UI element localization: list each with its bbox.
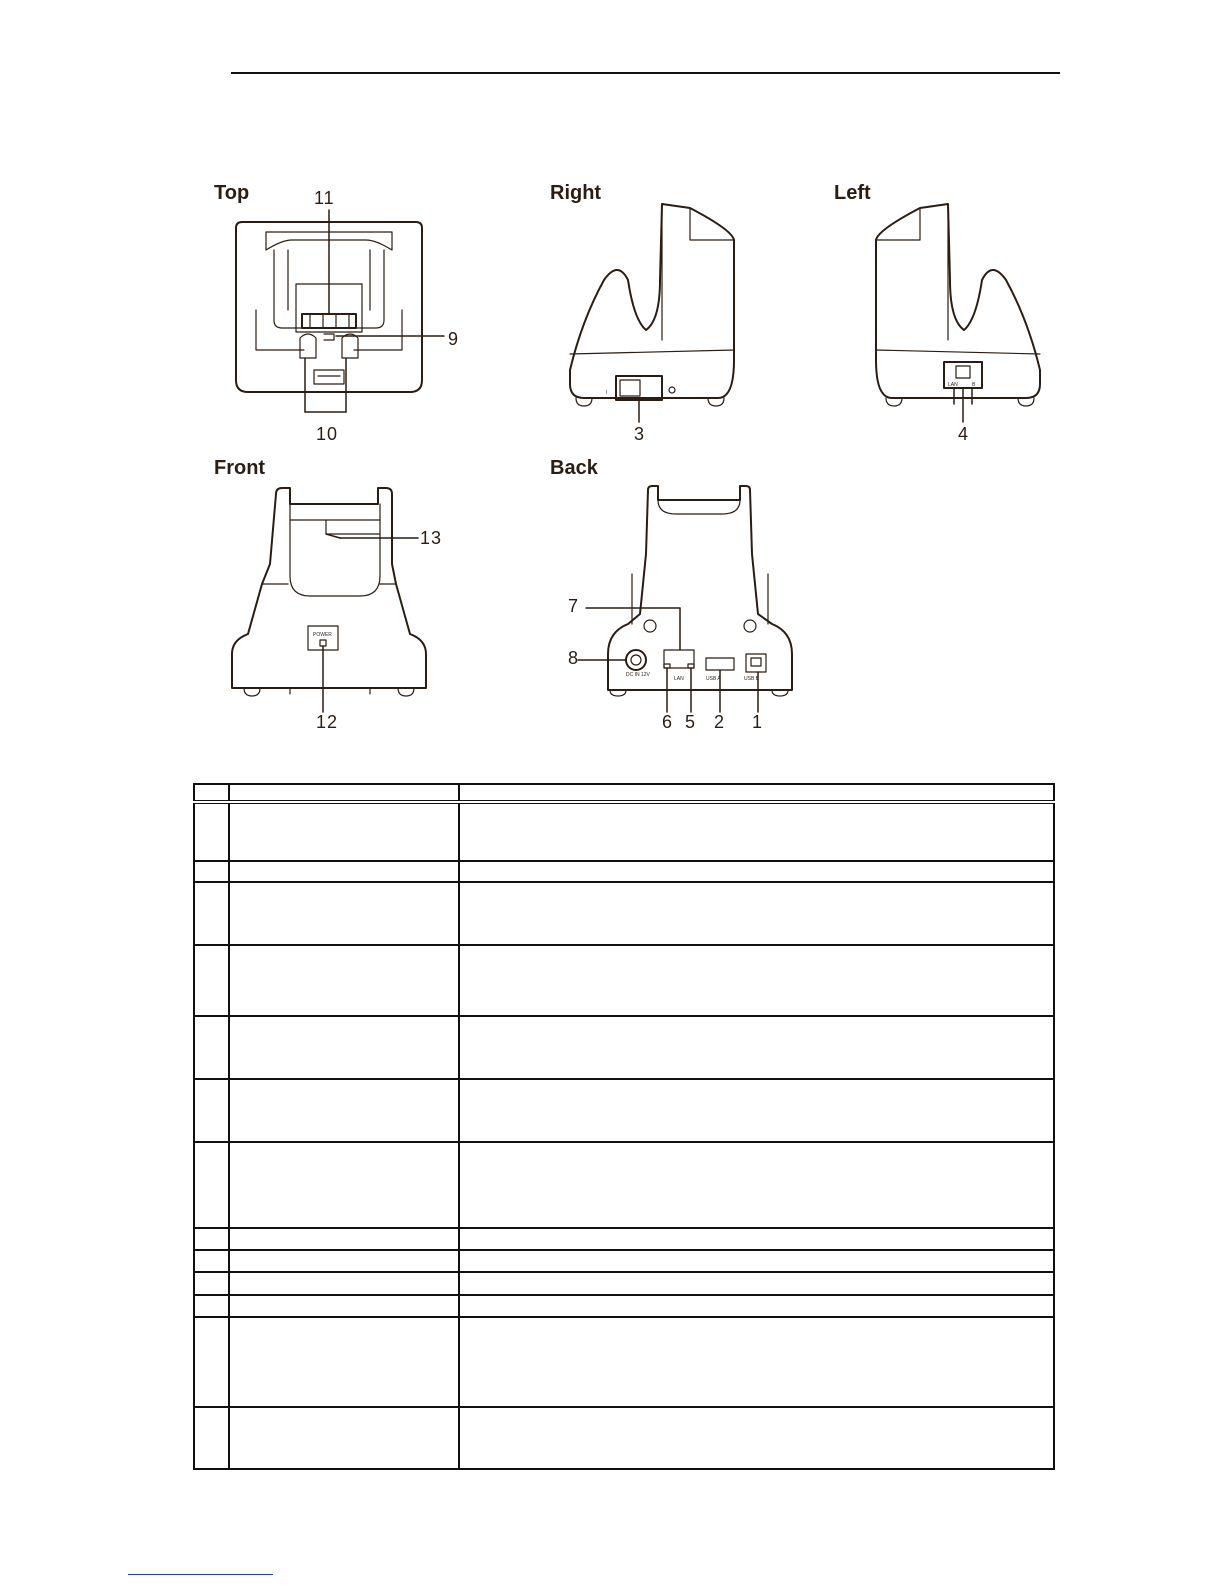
svg-text:I: I (606, 390, 608, 396)
svg-text:USB B: USB B (744, 676, 760, 682)
table-header-row (194, 784, 1054, 802)
table-row (194, 802, 1054, 861)
table-row (194, 1079, 1054, 1142)
svg-text:DC IN 12V: DC IN 12V (626, 672, 650, 678)
view-label-top: Top (214, 182, 250, 204)
cradle-left-view (868, 200, 1058, 422)
table-row (194, 1016, 1054, 1079)
callout-8: 8 (568, 648, 580, 668)
parts-table (193, 783, 1055, 1470)
cradle-top-view (226, 210, 466, 420)
table-row (194, 1142, 1054, 1227)
callout-7: 7 (568, 596, 580, 616)
callout-10: 10 (316, 424, 339, 444)
callout-3: 3 (634, 424, 646, 444)
callout-1: 1 (752, 712, 764, 732)
svg-text:B: B (972, 382, 976, 388)
view-label-back: Back (550, 457, 598, 479)
cradle-right-view (562, 200, 752, 422)
callout-5: 5 (685, 712, 697, 732)
header-rule (231, 72, 1060, 74)
table-row (194, 861, 1054, 881)
table-row (194, 1407, 1054, 1469)
table-row (194, 1228, 1054, 1250)
callout-4: 4 (958, 424, 970, 444)
table-row (194, 1317, 1054, 1407)
callout-6: 6 (662, 712, 674, 732)
view-label-right: Right (550, 182, 602, 204)
cradle-back-view (596, 484, 808, 714)
callout-12: 12 (316, 712, 339, 732)
table-row (194, 882, 1054, 945)
svg-text:POWER: POWER (313, 632, 332, 638)
view-label-left: Left (834, 182, 871, 204)
callout-13: 13 (420, 528, 443, 548)
svg-text:LAN: LAN (674, 676, 684, 682)
svg-text:LAN: LAN (948, 382, 958, 388)
footer-link-underline[interactable] (128, 1574, 273, 1575)
svg-text:USB A: USB A (706, 676, 721, 682)
table-row (194, 1272, 1054, 1294)
cradle-front-view (230, 484, 430, 714)
callout-2: 2 (714, 712, 726, 732)
table-row (194, 945, 1054, 1016)
view-label-front: Front (214, 457, 266, 479)
table-row (194, 1250, 1054, 1272)
callout-9: 9 (448, 329, 460, 349)
callout-11: 11 (314, 188, 335, 208)
table-row (194, 1295, 1054, 1317)
